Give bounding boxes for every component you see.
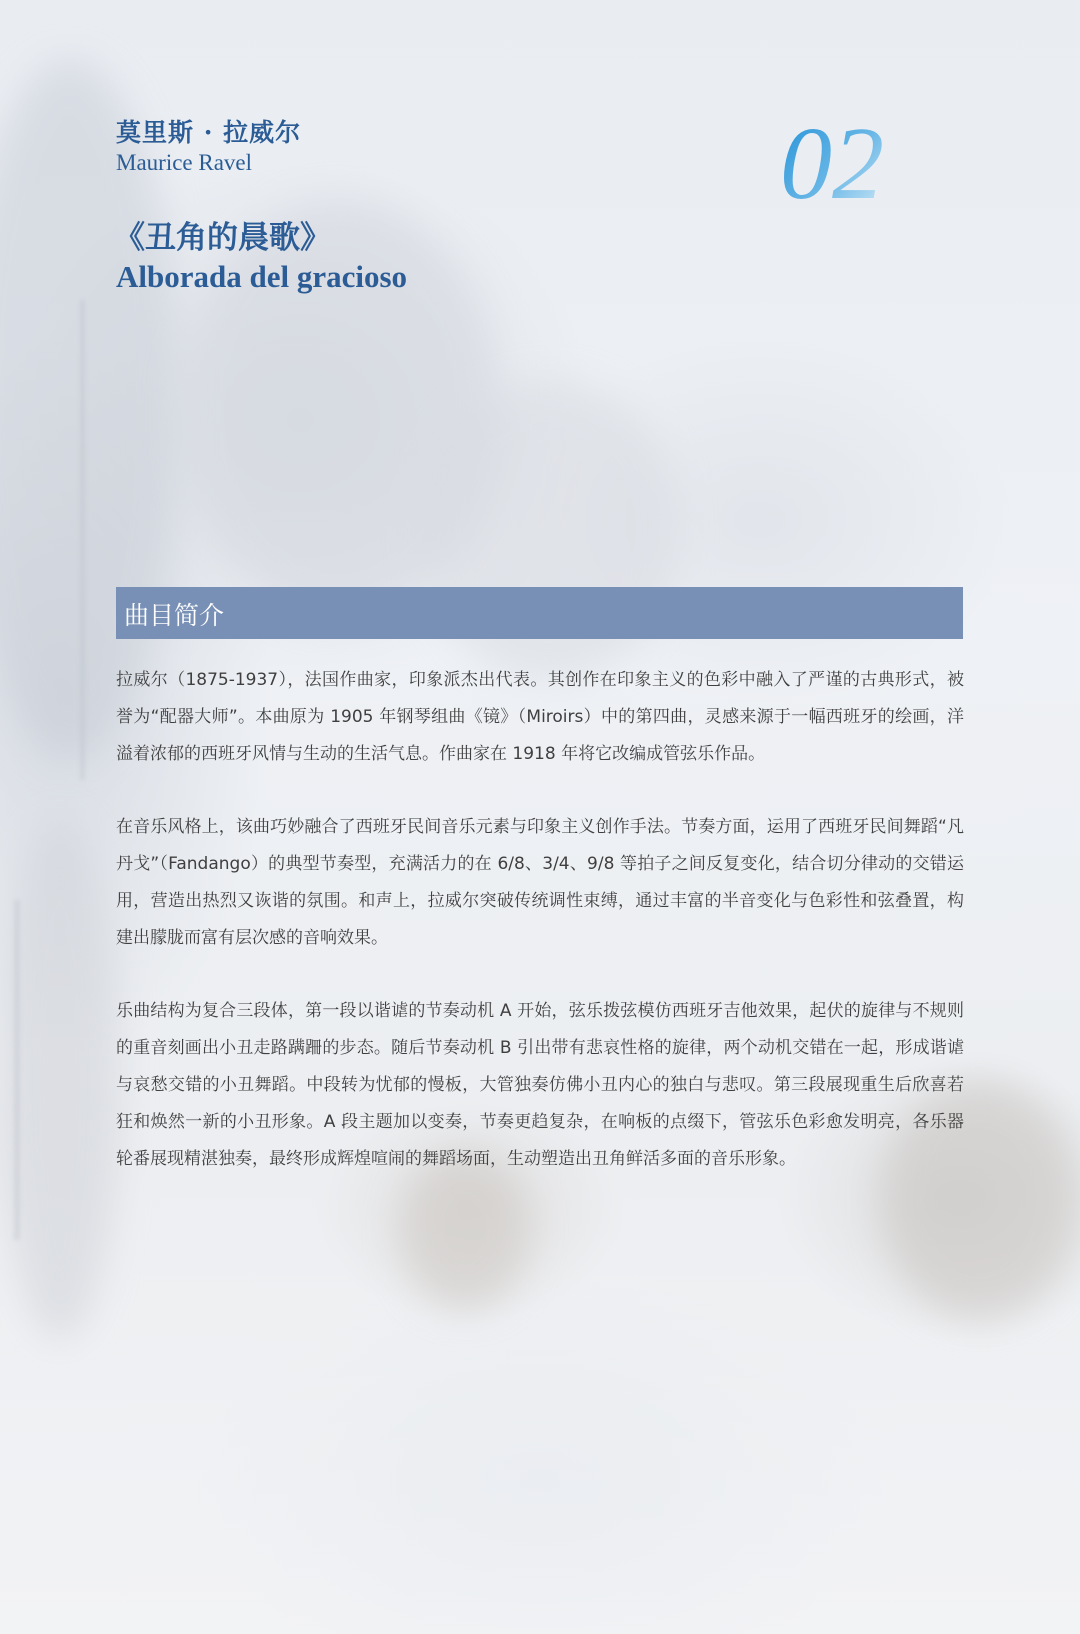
piece-title-english: Alborada del gracioso	[116, 259, 408, 294]
section-header	[116, 587, 963, 639]
page-number-graphic	[780, 110, 960, 220]
program-notes	[116, 662, 964, 1214]
page-number	[780, 110, 960, 220]
page-number-text: 02	[780, 110, 884, 220]
paragraph: 在音乐风格上，该曲巧妙融合了西班牙民间音乐元素与印象主义创作手法。节奏方面，运用了西班牙民间舞蹈“凡丹戈”（Fandango）的典型节奏型，充满活力的在 6/8、3/4、9/8 等拍子之间反复变化，结合切分律动的交错运用，营造出热烈又诙谐的氛围。和声上，拉威尔突破传统调性束缚，通过丰富的半音变化与色彩性和弦叠置，构建出朦胧而富有层次感的音响效果。	[116, 817, 964, 948]
paragraph: 乐曲结构为复合三段体，第一段以谐谑的节奏动机 A 开始，弦乐拨弦模仿西班牙吉他效果，起伏的旋律与不规则的重音刻画出小丑走路蹒跚的步态。随后节奏动机 B 引出带有悲哀性格的旋律，两个动机交错在一起，形成谐谑与哀愁交错的小丑舞蹈。中段转为忧郁的慢板，大管独奏仿佛小丑内心的独白与悲叹。第三段展现重生后欣喜若狂和焕然一新的小丑形象。A 段主题加以变奏，节奏更趋复杂，在响板的点缀下，管弦乐色彩愈发明亮，各乐器轮番展现精湛独奏，最终形成辉煌喧闹的舞蹈场面，生动塑造出丑角鲜活多面的音乐形象。	[116, 1001, 964, 1169]
section-title: 曲目简介	[124, 601, 225, 630]
composer-name-chinese: 莫里斯 · 拉威尔	[116, 118, 302, 147]
paragraph: 拉威尔（1875-1937），法国作曲家，印象派杰出代表。其创作在印象主义的色彩中融入了严谨的古典形式，被誉为“配器大师”。本曲原为 1905 年钢琴组曲《镜》（Miroirs）中的第四曲，灵感来源于一幅西班牙的绘画，洋溢着浓郁的西班牙风情与生动的生活气息。作曲家在 1918 年将它改编成管弦乐作品。	[116, 670, 964, 764]
composer-name-english: Maurice Ravel	[116, 150, 253, 175]
background-trunk	[14, 900, 20, 1240]
background-trunk	[80, 300, 85, 780]
piece-title-chinese: 《丑角的晨歌》	[114, 220, 331, 256]
